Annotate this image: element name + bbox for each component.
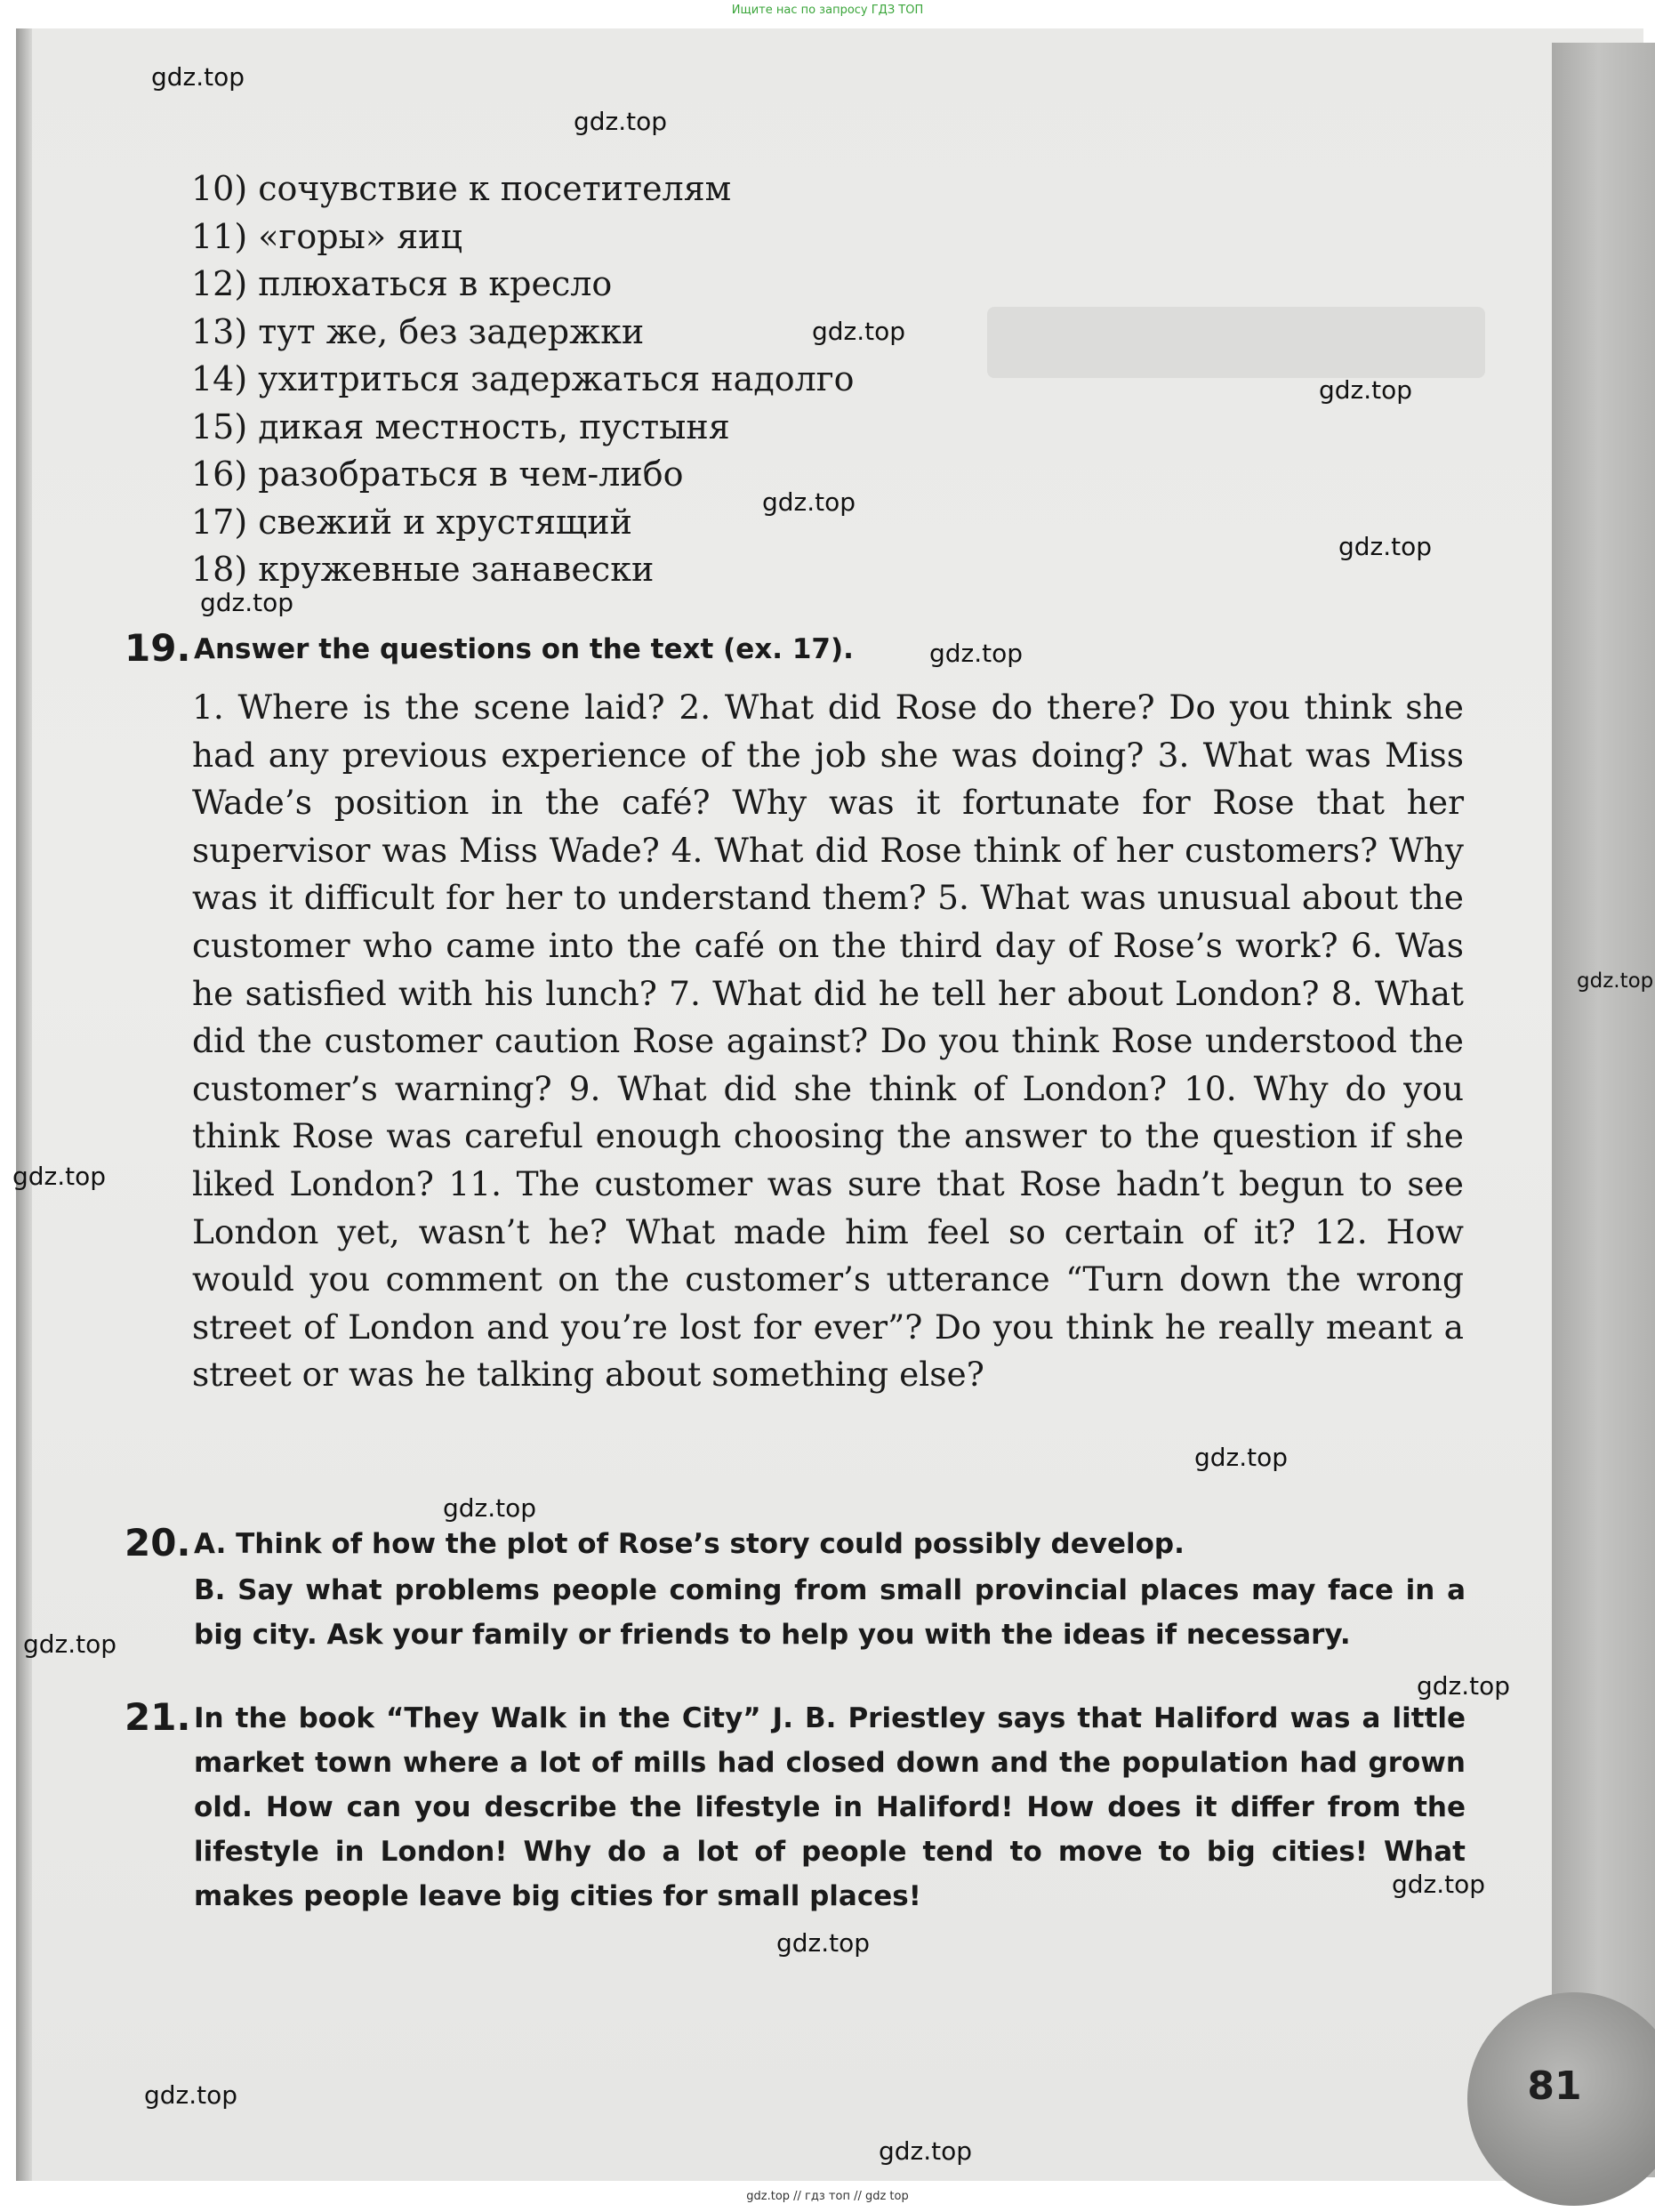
- watermark: gdz.top: [1577, 969, 1654, 993]
- watermark: gdz.top: [1417, 1671, 1511, 1701]
- watermark: gdz.top: [151, 62, 245, 92]
- list-item: 13) тут же, без задержки: [191, 311, 645, 351]
- watermark: gdz.top: [929, 639, 1024, 668]
- list-item: 11) «горы» яиц: [191, 216, 462, 256]
- page-edge-band: [1552, 43, 1655, 2177]
- watermark: gdz.top: [443, 1493, 537, 1523]
- watermark: gdz.top: [23, 1629, 117, 1659]
- watermark: gdz.top: [1319, 375, 1413, 405]
- list-item: 10) сочувствие к посетителям: [191, 169, 732, 208]
- watermark: gdz.top: [1194, 1443, 1289, 1472]
- vocabulary-list: [191, 165, 855, 594]
- watermark: gdz.top: [879, 2136, 973, 2166]
- list-item: 18) кружевные занавески: [191, 550, 655, 589]
- exercise-20-part-a: A. Think of how the plot of Rose’s story could possibly develop.: [194, 1528, 1185, 1560]
- list-item: 17) свежий и хрустящий: [191, 502, 632, 542]
- watermark: gdz.top: [812, 317, 906, 346]
- list-item: 12) плюхаться в кресло: [191, 264, 613, 303]
- watermark: gdz.top: [200, 588, 294, 617]
- watermark: gdz.top: [1338, 532, 1433, 561]
- bottom-banner[interactable]: gdz.top // гдз топ // gdz top: [746, 2190, 909, 2203]
- watermark: gdz.top: [574, 107, 668, 136]
- list-item: 14) ухитриться задержаться надолго: [191, 359, 855, 398]
- exercise-19-number: 19.: [125, 626, 191, 670]
- watermark: gdz.top: [1392, 1870, 1486, 1899]
- exercise-19-questions: 1. Where is the scene laid? 2. What did Rose do there? Do you think she had any previous experience of the job she was doing? 3. What was Miss Wade’s position in the café? Why was it fortunate for Rose that her supervisor was Miss Wade? 4. What did Rose think of her customers? Why was it difficult for her to understand them? 5. What was unusual about the customer who came into the café on the third day of Rose’s work? 6. Was he satisfied with his lunch? 7. What did he tell her about London? 8. What did the customer caution Rose against? Do you think Rose understood the customer’s warning? 9. What did she think of London? 10. Why do you think Rose was careful enough choosing the answer to the question if she liked London? 11. The customer was sure that Rose hadn’t begun to see London yet, wasn’t he? What made him feel so certain of it? 12. How would you comment on the customer’s utterance “Turn down the wrong street of London and you’re lost for ever”? Do you think he really meant a street or was he talking about something else?: [192, 688, 1464, 1395]
- bleed-through-banner: [987, 307, 1485, 378]
- exercise-19-instruction: Answer the questions on the text (ex. 17).: [194, 633, 854, 665]
- watermark: gdz.top: [144, 2080, 238, 2110]
- exercise-20-part-b: B. Say what problems people coming from small provincial places may face in a big city. Ask your family or friends to help you with the ideas if necessary.: [194, 1574, 1466, 1651]
- page-number: 81: [1527, 2063, 1582, 2109]
- exercise-21-text: In the book “They Walk in the City” J. B. Priestley says that Haliford was a little market town where a lot of mills had closed down and the population had grown old. How can you describe the lifestyle in Haliford! How does it differ from the lifestyle in London! Why do a lot of people tend to move to big cities! What makes people leave big cities for small places!: [194, 1702, 1466, 1912]
- exercise-20-number: 20.: [125, 1521, 191, 1564]
- list-item: 16) разобраться в чем-либо: [191, 454, 684, 494]
- watermark: gdz.top: [776, 1928, 871, 1958]
- exercise-21-number: 21.: [125, 1695, 191, 1739]
- top-banner[interactable]: Ищите нас по запросу ГДЗ ТОП: [731, 4, 924, 17]
- watermark: gdz.top: [12, 1162, 107, 1191]
- list-item: 15) дикая местность, пустыня: [191, 406, 730, 446]
- page-fold-shadow: [16, 28, 32, 2181]
- watermark: gdz.top: [762, 487, 856, 517]
